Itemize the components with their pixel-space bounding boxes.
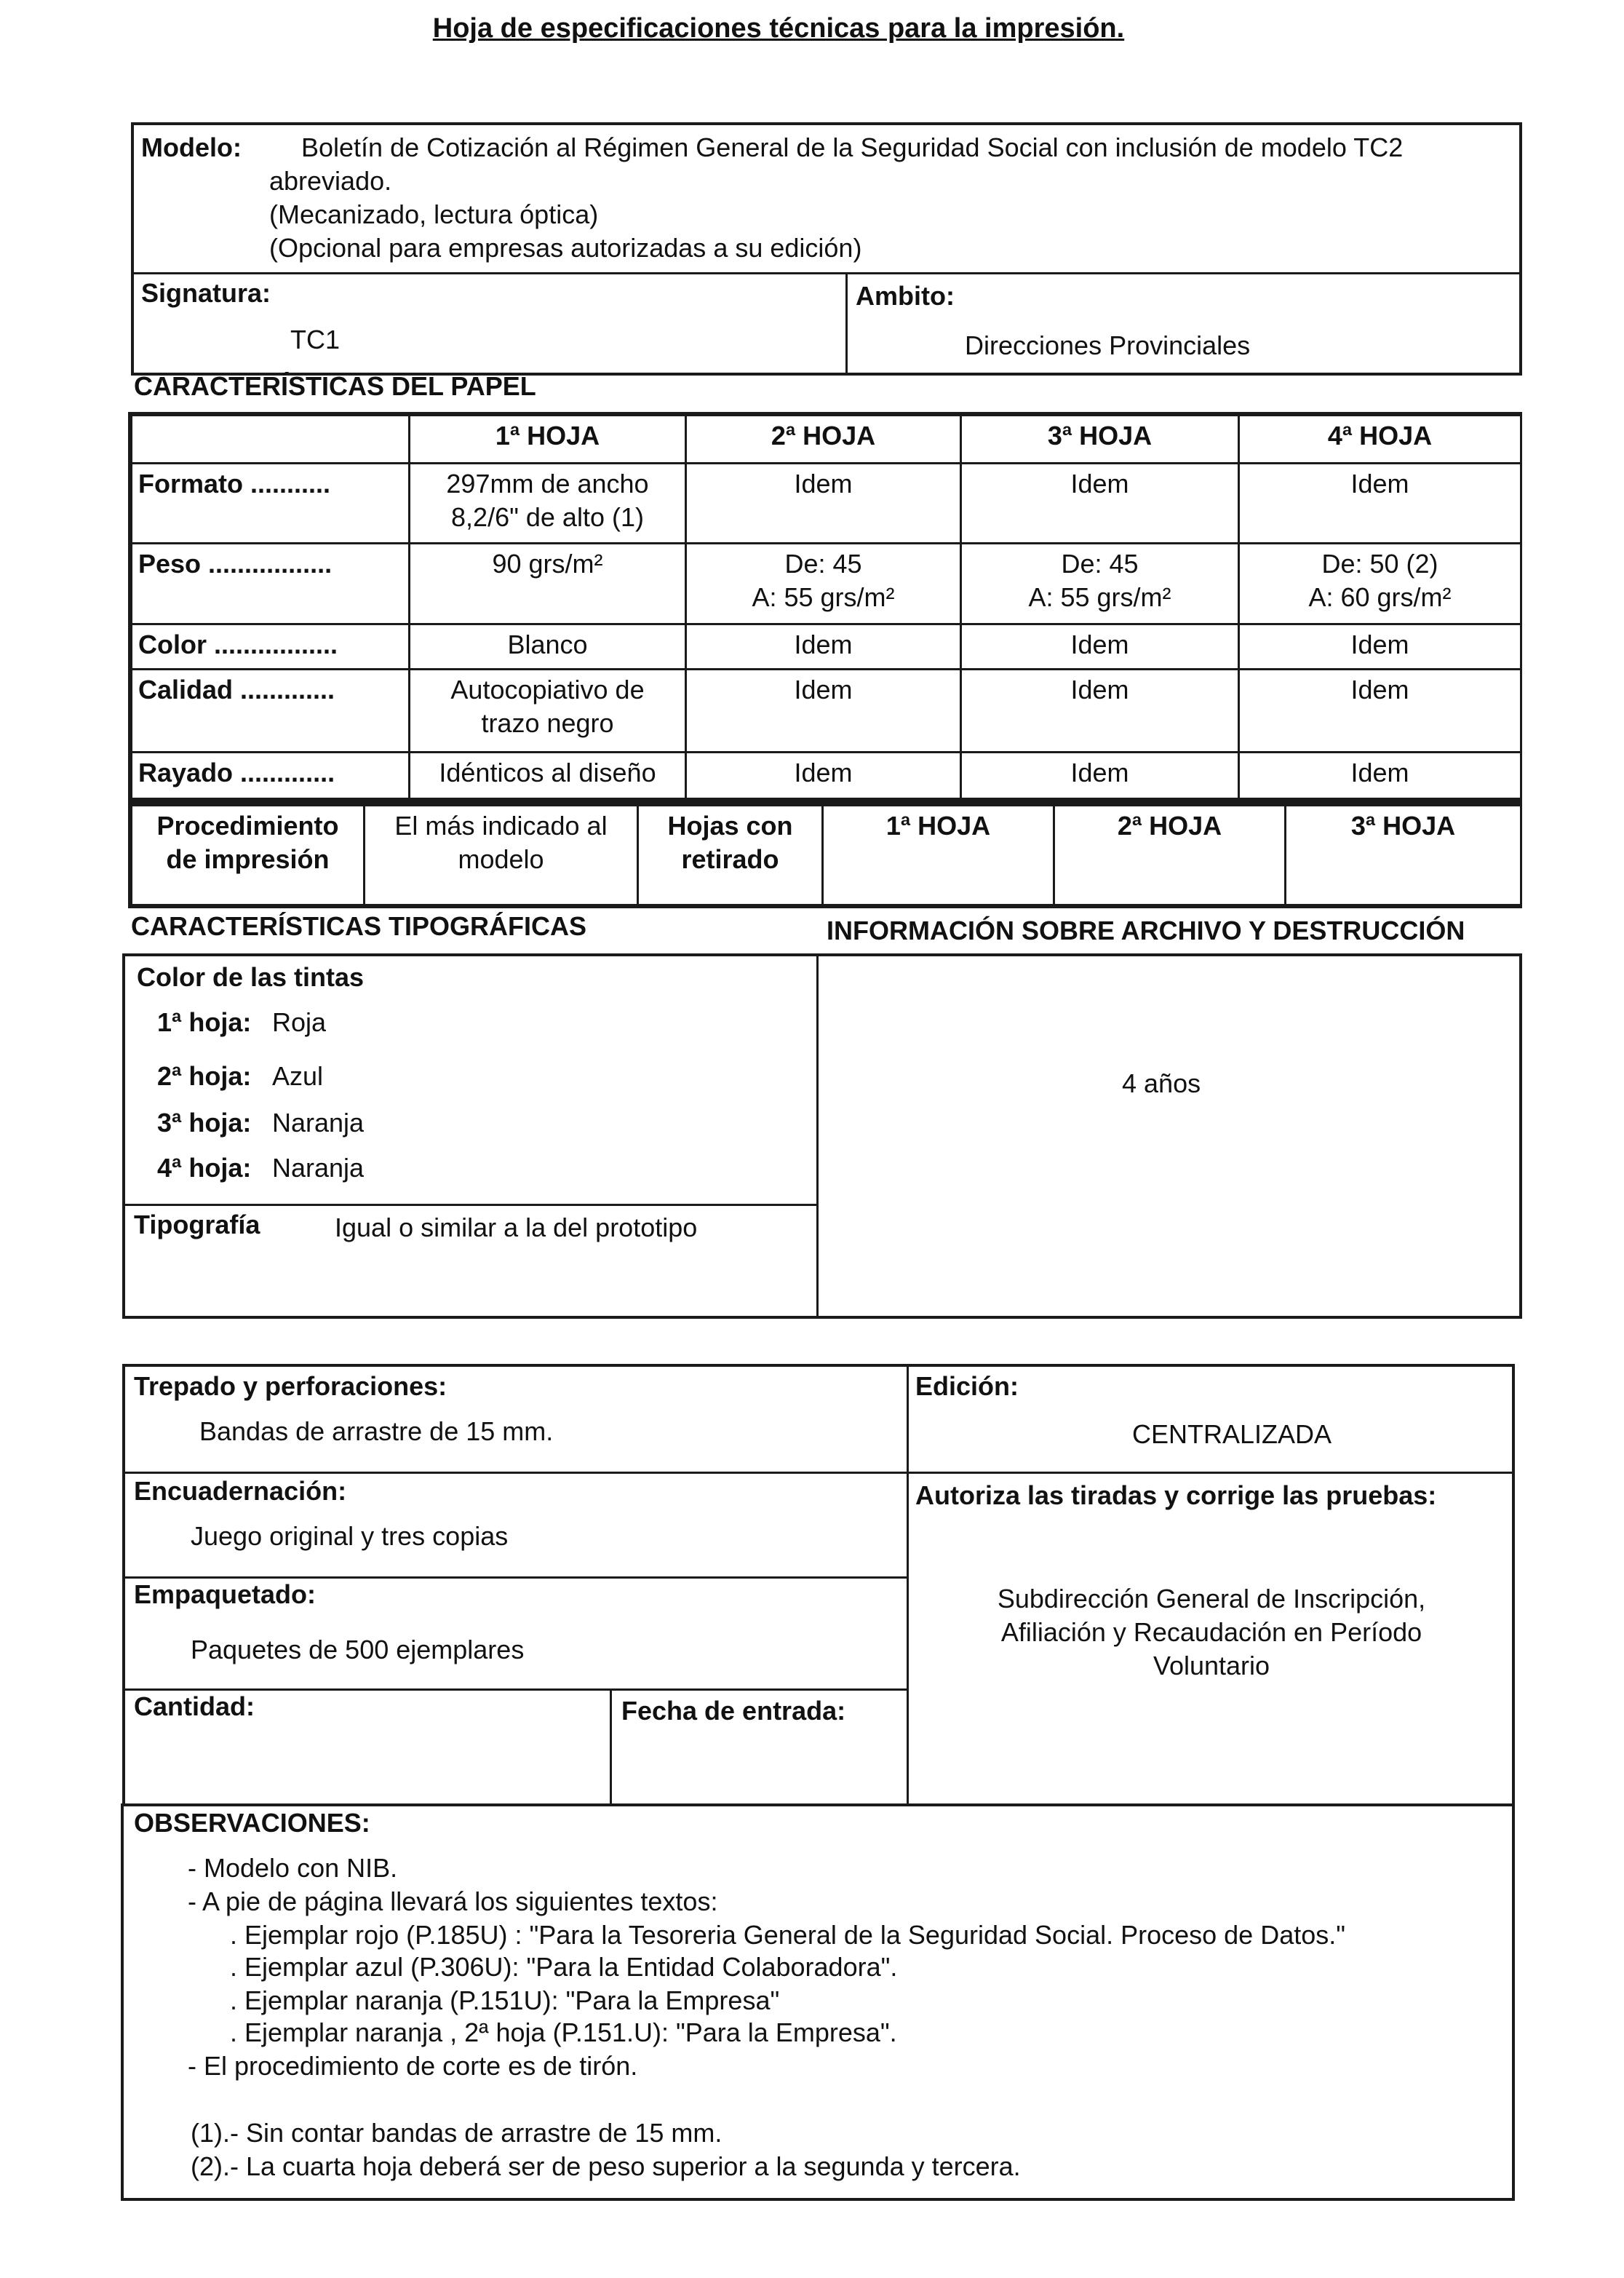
- cell: Idénticos al diseño: [410, 752, 686, 798]
- row-label: Formato ...........: [132, 464, 410, 544]
- encuadernacion-label: Encuadernación:: [134, 1476, 347, 1506]
- produccion-box: [122, 1364, 1515, 1806]
- modelo-divider: [134, 272, 1519, 274]
- cell: Idem: [961, 669, 1239, 752]
- archivo-value: 4 años: [1122, 1068, 1201, 1098]
- modelo-line1: Boletín de Cotización al Régimen General de la Seguridad Social con inclusión de modelo TC2: [301, 132, 1404, 162]
- tipograficas-section-title: CARACTERÍSTICAS TIPOGRÁFICAS: [131, 911, 587, 941]
- observacion-line: (2).- La cuarta hoja deberá ser de peso superior a la segunda y tercera.: [191, 2151, 1021, 2181]
- signatura-value: TC1: [290, 325, 341, 354]
- cell: Idem: [961, 624, 1239, 669]
- row-label: Peso .................: [132, 544, 410, 624]
- modelo-label: Modelo:: [141, 132, 242, 162]
- papel-header-1: 1ª HOJA: [410, 416, 686, 464]
- modelo-line3: (Mecanizado, lectura óptica): [269, 199, 599, 229]
- cell: 90 grs/m²: [410, 544, 686, 624]
- procedimiento-value: El más indicado al modelo: [365, 806, 638, 905]
- tintas-label: Color de las tintas: [137, 962, 365, 992]
- procedimiento-label: Procedimiento de impresión: [132, 806, 365, 905]
- papel-row-peso: [132, 544, 1521, 624]
- cell: Idem: [1239, 624, 1521, 669]
- cell: De: 50 (2) A: 60 grs/m²: [1239, 544, 1521, 624]
- cell: Autocopiativo de trazo negro: [410, 669, 686, 752]
- modelo-box: [131, 122, 1522, 376]
- procedimiento-table: [128, 802, 1522, 908]
- tinta-color-2: Azul: [272, 1061, 324, 1091]
- cell: Blanco: [410, 624, 686, 669]
- archivo-section-title: INFORMACIÓN SOBRE ARCHIVO Y DESTRUCCIÓN: [827, 916, 1465, 945]
- tipograficas-divider: [816, 956, 819, 1316]
- cell: Idem: [686, 624, 961, 669]
- retirado-header-2: 2ª HOJA: [1054, 806, 1286, 905]
- papel-row-color: [132, 624, 1521, 669]
- observaciones-box: [121, 1803, 1515, 2201]
- cell: Idem: [961, 464, 1239, 544]
- ambito-label: Ambito:: [856, 281, 955, 311]
- modelo-line2: abreviado.: [269, 166, 392, 196]
- trepado-label: Trepado y perforaciones:: [134, 1371, 447, 1401]
- papel-table: [128, 412, 1522, 802]
- tinta-hoja-2: 2ª hoja:: [157, 1061, 252, 1091]
- observacion-line: - El procedimiento de corte es de tirón.: [188, 2051, 638, 2081]
- signatura-divider: [845, 272, 848, 376]
- tinta-hoja-4: 4ª hoja:: [157, 1153, 252, 1183]
- observacion-line: . Ejemplar azul (P.306U): "Para la Entidad Colaboradora".: [230, 1952, 898, 1982]
- papel-row-rayado: [132, 752, 1521, 798]
- tinta-color-3: Naranja: [272, 1108, 365, 1138]
- cell: Idem: [1239, 669, 1521, 752]
- observacion-line: - A pie de página llevará los siguientes textos:: [188, 1886, 718, 1916]
- cell: Idem: [686, 752, 961, 798]
- ambito-value: Direcciones Provinciales: [965, 330, 1251, 360]
- cantidad-label: Cantidad:: [134, 1691, 255, 1721]
- cell: Idem: [686, 669, 961, 752]
- signatura-label: Signatura:: [141, 278, 271, 308]
- cell: Idem: [1239, 464, 1521, 544]
- observaciones-label: OBSERVACIONES:: [134, 1808, 370, 1838]
- tinta-color-1: Roja: [272, 1007, 327, 1037]
- modelo-line4: (Opcional para empresas autorizadas a su edición): [269, 233, 862, 263]
- observacion-line: (1).- Sin contar bandas de arrastre de 15 mm.: [191, 2118, 723, 2148]
- row-label: Color .................: [132, 624, 410, 669]
- trepado-value: Bandas de arrastre de 15 mm.: [199, 1416, 554, 1446]
- page-title: Hoja de especificaciones técnicas para la impresión.: [432, 13, 1125, 44]
- tipograficas-box: [122, 953, 1522, 1319]
- cantidad-divider: [610, 1688, 612, 1803]
- hojas-retirado-label: Hojas con retirado: [638, 806, 823, 905]
- observacion-line: . Ejemplar naranja , 2ª hoja (P.151.U): "Para la Empresa".: [230, 2017, 897, 2047]
- autoriza-value: Subdirección General de Inscripción, Afiliación y Recaudación en Período Voluntario: [997, 1584, 1426, 1680]
- tipografia-value: Igual o similar a la del prototipo: [335, 1213, 698, 1242]
- cell: Idem: [1239, 752, 1521, 798]
- papel-corner: [132, 416, 410, 464]
- fecha-label: Fecha de entrada:: [621, 1696, 846, 1726]
- papel-header-3: 3ª HOJA: [961, 416, 1239, 464]
- trepado-divider: [125, 1472, 1512, 1474]
- retirado-header-3: 3ª HOJA: [1286, 806, 1521, 905]
- encuadernacion-value: Juego original y tres copias: [191, 1521, 509, 1551]
- observacion-line: - Modelo con NIB.: [188, 1853, 398, 1883]
- tinta-hoja-3: 3ª hoja:: [157, 1108, 252, 1138]
- papel-section-title: CARACTERÍSTICAS DEL PAPEL: [134, 371, 536, 401]
- cell: De: 45 A: 55 grs/m²: [961, 544, 1239, 624]
- tipografia-divider: [125, 1204, 816, 1206]
- empaquetado-value: Paquetes de 500 ejemplares: [191, 1635, 525, 1664]
- autoriza-label: Autoriza las tiradas y corrige las pruebas:: [915, 1480, 1437, 1510]
- observacion-line: . Ejemplar naranja (P.151U): "Para la Empresa": [230, 1985, 780, 2015]
- cell: Idem: [961, 752, 1239, 798]
- tinta-hoja-1: 1ª hoja:: [157, 1007, 252, 1037]
- edicion-label: Edición:: [915, 1371, 1019, 1401]
- empaquetado-label: Empaquetado:: [134, 1579, 317, 1609]
- produccion-divider: [907, 1367, 909, 1803]
- papel-header-4: 4ª HOJA: [1239, 416, 1521, 464]
- observacion-line: . Ejemplar rojo (P.185U) : "Para la Tesoreria General de la Seguridad Social. Proceso de Datos.": [230, 1920, 1346, 1950]
- papel-row-calidad: [132, 669, 1521, 752]
- cell: Idem: [686, 464, 961, 544]
- retirado-header-1: 1ª HOJA: [823, 806, 1054, 905]
- papel-header-2: 2ª HOJA: [686, 416, 961, 464]
- row-label: Calidad .............: [132, 669, 410, 752]
- row-label: Rayado .............: [132, 752, 410, 798]
- cell: De: 45 A: 55 grs/m²: [686, 544, 961, 624]
- cell: 297mm de ancho 8,2/6" de alto (1): [410, 464, 686, 544]
- tipografia-label: Tipografía: [134, 1210, 260, 1239]
- tinta-color-4: Naranja: [272, 1153, 365, 1183]
- papel-row-formato: [132, 464, 1521, 544]
- edicion-value: CENTRALIZADA: [1132, 1419, 1332, 1449]
